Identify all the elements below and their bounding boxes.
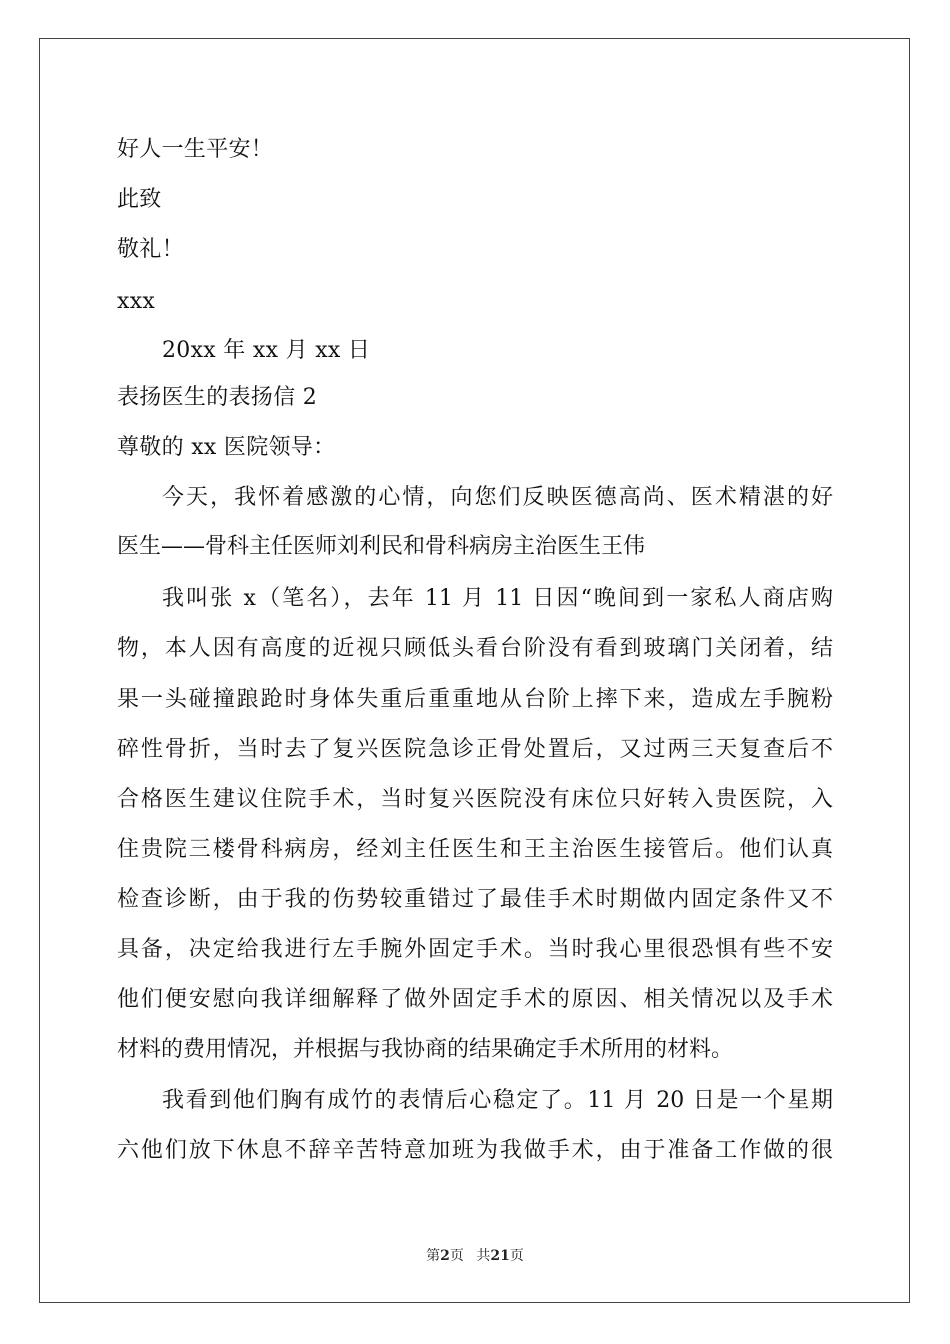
- paragraph-line: 我看到他们胸有成竹的表情后心稳定了。11 月 20 日是一个星期: [162, 1088, 833, 1113]
- document-title: 表扬医生的表扬信 2: [117, 385, 317, 410]
- paragraph-line: 医生——骨科主任医师刘利民和骨科病房主治医生王伟: [117, 534, 646, 559]
- paragraph-line: 材料的费用情况，并根据与我协商的结果确定手术所用的材料。: [117, 1037, 734, 1062]
- paragraph-line: 六他们放下休息不辞辛苦特意加班为我做手术，由于准备工作做的很: [117, 1138, 833, 1163]
- paragraph-line: 检查诊断，由于我的伤势较重错过了最佳手术时期做内固定条件又不: [117, 887, 833, 912]
- salutation: 尊敬的 xx 医院领导：: [117, 435, 336, 460]
- paragraph-line: 果一头碰撞踉跄时身体失重后重重地从台阶上摔下来，造成左手腕粉: [117, 687, 833, 712]
- letter-date: 20xx 年 xx 月 xx 日: [162, 338, 371, 363]
- paragraph-line: 具备，决定给我进行左手腕外固定手术。当时我心里很恐惧有些不安: [117, 937, 833, 962]
- closing-ci-zhi: 此致: [117, 187, 162, 212]
- paragraph-line: 合格医生建议住院手术，当时复兴医院没有床位只好转入贵医院，入: [117, 787, 833, 812]
- closing-jing-li: 敬礼！: [117, 237, 184, 262]
- paragraph-line: 他们便安慰向我详细解释了做外固定手术的原因、相关情况以及手术: [117, 987, 833, 1012]
- paragraph-line: 物，本人因有高度的近视只顾低头看台阶没有看到玻璃门关闭着，结: [117, 636, 833, 661]
- closing-wish: 好人一生平安！: [117, 137, 274, 162]
- paragraph-line: 住贵院三楼骨科病房，经刘主任医生和王主治医生接管后。他们认真: [117, 837, 833, 862]
- page-indicator: 第2页: [426, 1248, 464, 1264]
- paragraph-line: 碎性骨折，当时去了复兴医院急诊正骨处置后，又过两三天复查后不: [117, 737, 833, 762]
- total-pages-indicator: 共21页: [476, 1248, 524, 1264]
- page-footer: [0, 1246, 950, 1266]
- signature-name: xxx: [117, 289, 156, 314]
- paragraph-line: 我叫张 x（笔名），去年 11 月 11 日因“晚间到一家私人商店购: [162, 586, 833, 611]
- paragraph-line: 今天，我怀着感激的心情，向您们反映医德高尚、医术精湛的好: [162, 485, 833, 510]
